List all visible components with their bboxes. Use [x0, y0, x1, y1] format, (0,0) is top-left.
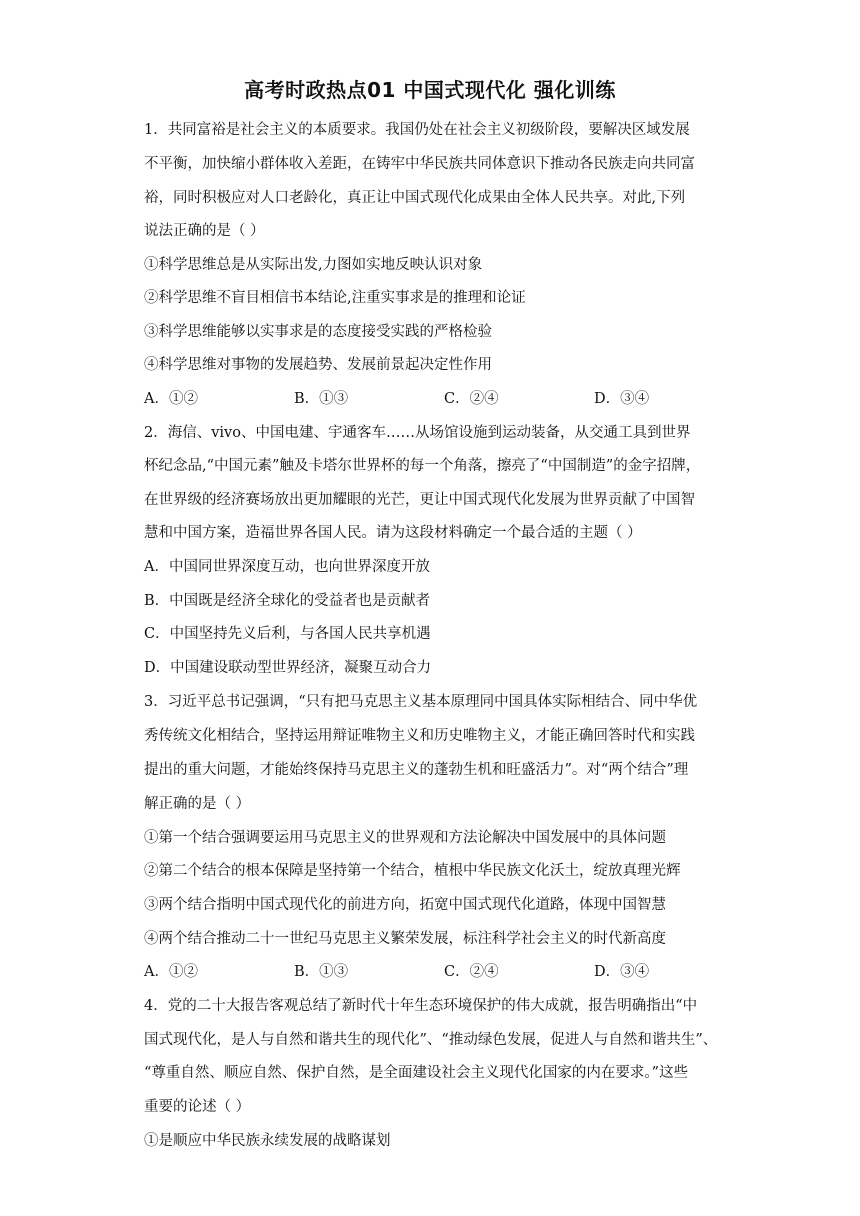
q3-option-b: B．①③	[294, 964, 349, 980]
q2-option-b: B．中国既是经济全球化的受益者也是贡献者	[144, 593, 431, 609]
q4-statement-1: ①是顺应中华民族永续发展的战略谋划	[144, 1133, 391, 1149]
q3-line-4: 解正确的是（ ）	[144, 796, 251, 812]
q2-option-d: D．中国建设联动型世界经济，凝聚互动合力	[144, 660, 432, 676]
q1-option-c: C．②④	[444, 391, 499, 407]
q3-line-1: 3．习近平总书记强调，“只有把马克思主义基本原理同中国具体实际相结合、同中华优	[144, 694, 698, 710]
q3-option-c: C．②④	[444, 964, 499, 980]
q2-option-a: A．中国同世界深度互动，也向世界深度开放	[144, 559, 430, 575]
q1-option-a: A．①②	[144, 391, 198, 407]
q2-line-3: 在世界级的经济赛场放出更加耀眼的光芒，更让中国式现代化发展为世界贡献了中国智	[144, 492, 695, 508]
q1-line-3: 裕，同时积极应对人口老龄化，真正让中国式现代化成果由全体人民共享。对此,下列	[144, 190, 686, 206]
q1-option-d: D．③④	[594, 391, 650, 407]
q1-option-b: B．①③	[294, 391, 349, 407]
q2-line-1: 2．海信、vivo、中国电建、宇通客车……从场馆设施到运动装备，从交通工具到世界	[144, 425, 691, 441]
q1-statement-4: ④科学思维对事物的发展趋势、发展前景起决定性作用	[144, 357, 492, 373]
q1-line-1: 1．共同富裕是社会主义的本质要求。我国仍处在社会主义初级阶段，要解决区域发展	[144, 122, 690, 138]
q3-statement-3: ③两个结合指明中国式现代化的前进方向，拓宽中国式现代化道路，体现中国智慧	[144, 897, 666, 913]
q2-line-2: 杯纪念品,“中国元素”触及卡塔尔世界杯的每一个角落，擦亮了“中国制造”的金字招牌，	[144, 458, 701, 474]
q2-line-4: 慧和中国方案，造福世界各国人民。请为这段材料确定一个最合适的主题（ ）	[144, 525, 642, 541]
q3-option-a: A．①②	[144, 964, 198, 980]
q3-line-2: 秀传统文化相结合，坚持运用辩证唯物主义和历史唯物主义，才能正确回答时代和实践	[144, 728, 695, 744]
q4-line-2: 国式现代化，是人与自然和谐共生的现代化”、“推动绿色发展，促进人与自然和谐共生”、	[144, 1032, 718, 1048]
q4-line-4: 重要的论述（ ）	[144, 1099, 251, 1115]
q2-option-c: C．中国坚持先义后利，与各国人民共享机遇	[144, 626, 431, 642]
q1-statement-3: ③科学思维能够以实事求是的态度接受实践的严格检验	[144, 324, 492, 340]
q3-option-d: D．③④	[594, 964, 650, 980]
q3-line-3: 提出的重大问题，才能始终保持马克思主义的蓬勃生机和旺盛活力”。对“两个结合”理	[144, 762, 689, 778]
q1-line-4: 说法正确的是（ ）	[144, 223, 265, 239]
q4-line-1: 4．党的二十大报告客观总结了新时代十年生态环境保护的伟大成就，报告明确指出“中	[144, 998, 698, 1014]
q3-statement-1: ①第一个结合强调要运用马克思主义的世界观和方法论解决中国发展中的具体问题	[144, 830, 666, 846]
q1-statement-1: ①科学思维总是从实际出发,力图如实地反映认识对象	[144, 257, 483, 273]
q3-statement-2: ②第二个结合的根本保障是坚持第一个结合，植根中华民族文化沃土，绽放真理光辉	[144, 863, 681, 879]
q4-line-3: “尊重自然、顺应自然、保护自然，是全面建设社会主义现代化国家的内在要求。”这些	[144, 1065, 689, 1081]
q3-statement-4: ④两个结合推动二十一世纪马克思主义繁荣发展，标注科学社会主义的时代新高度	[144, 931, 666, 947]
q1-statement-2: ②科学思维不盲目相信书本结论,注重实事求是的推理和论证	[144, 290, 526, 306]
q1-line-2: 不平衡，加快缩小群体收入差距，在铸牢中华民族共同体意识下推动各民族走向共同富	[144, 156, 695, 172]
page-title: 高考时政热点01 中国式现代化 强化训练	[244, 78, 616, 102]
